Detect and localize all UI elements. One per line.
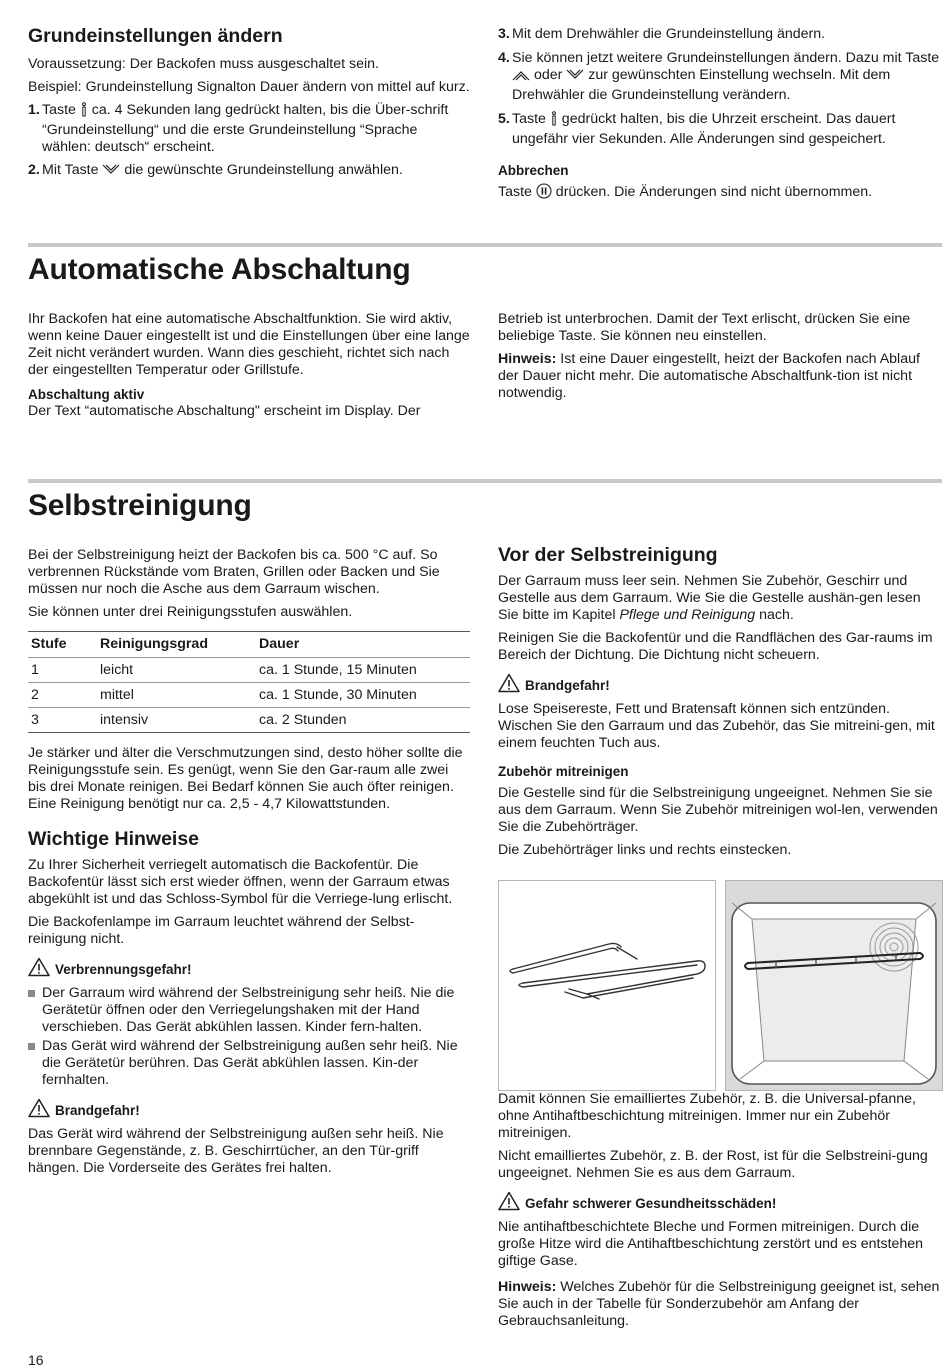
burn-bullet-list [28,985,470,1089]
auto-title: Automatische Abschaltung [28,253,411,286]
selbst-title: Selbstreinigung [28,489,252,522]
health-warning: Gefahr schwerer Gesundheitsschäden! [498,1191,942,1215]
before-title: Vor der Selbstreinigung [498,544,718,566]
auto-left-column [28,311,470,420]
grund-step-5: 5. Taste gedrückt halten, bis die Uhrzeit erscheint. Das dauert ungefähr vier Sekunden. Alle Änderungen sind gespeichert. [498,111,896,147]
burn-warning: Verbrennungsgefahr! [28,957,470,981]
auto-note: Hinweis: Ist eine Dauer eingestellt, heizt der Backofen nach Ablauf der Dauer nicht mehr. Die automatische Abschaltfunk-tion ist nicht notwendig. [498,351,920,401]
table-row [28,683,470,708]
warning-triangle-icon [498,1191,520,1215]
chevron-up-icon [512,68,530,87]
acc-p4: Nicht emailliertes Zubehör, z. B. der Rost, ist für die Selbstreini-gung ungeeignet. Nehmen Sie es aus dem Garraum. [498,1148,928,1181]
cancel-heading: Abbrechen [498,163,569,178]
auto-active-heading: Abschaltung aktiv [28,387,145,402]
grund-steps-right [498,26,942,148]
table-cell: leicht [97,658,256,683]
warning-triangle-icon [498,673,520,697]
bullet-square [28,990,35,997]
stop-key-icon [536,183,552,204]
acc-heading: Zubehör mitreinigen [498,764,629,779]
auto-continued: Betrieb ist unterbrochen. Damit der Text erlischt, drücken Sie eine beliebige Taste. Sie können neu einstellen. [498,311,911,344]
selbst-note: Hinweis: Welches Zubehör für die Selbstreinigung geeignet ist, sehen Sie auch in der Tabelle für Sonderzubehör am Anfang der Gebrauchsanleitung. [498,1279,940,1329]
before-p1: Der Garraum muss leer sein. Nehmen Sie Zubehör, Geschirr und Gestelle aus dem Garraum. Wie Sie die Gestelle aushän-gen lesen Sie bitte im Kapitel Pflege und Reinigung nach. [498,573,921,623]
selbst-intro: Bei der Selbstreinigung heizt der Backofen bis ca. 500 °C auf. So verbrennen Rückstände vom Braten, Grillen oder Backen und Sie müssen nur noch die Asche aus dem Garraum wischen. [28,547,440,597]
grund-prereq: Voraussetzung: Der Backofen muss ausgeschaltet sein. [28,56,379,72]
grund-right-column [498,26,942,204]
table-header: Dauer [256,632,470,658]
table-row [28,658,470,683]
hints-p1: Zu Ihrer Sicherheit verriegelt automatisch die Backofentür. Die Backofentür lässt sich erst wieder öffnen, wenn der Garraum etwas abgekühlt ist und das Schloss-Symbol für die Verriege-lung erlischt. [28,857,453,907]
auto-active-text: Der Text “automatische Abschaltung" erscheint im Display. Der [28,403,421,419]
table-cell: 3 [28,708,97,733]
bullet-square [28,1043,35,1050]
before-p2: Reinigen Sie die Backofentür und die Randflächen des Gar-raums im Bereich der Dichtung. Die Dichtung nicht scheuern. [498,630,933,663]
selbst-stages-intro: Sie können unter drei Reinigungsstufen auswählen. [28,604,353,620]
acc-p1: Die Gestelle sind für die Selbstreinigung ungeeignet. Nehmen Sie sie aus dem Garraum. Wenn Sie Zubehör mitreinigen wol-len, verwenden Sie die Zubehörträger. [498,785,938,835]
table-cell: ca. 2 Stunden [256,708,470,733]
list-item: Das Gerät wird während der Selbstreinigung außen sehr heiß. Nie die Gerätetür berühren. Das Gerät abkühlen lassen. Kin-der fernhalten. [28,1038,470,1089]
hints-p2: Die Backofenlampe im Garraum leuchtet während der Selbst-reinigung nicht. [28,914,415,947]
fire-warning: Brandgefahr! [28,1098,470,1122]
grund-step-2: 2. Mit Taste die gewünschte Grundeinstellung anwählen. [28,162,470,182]
hints-title: Wichtige Hinweise [28,828,200,850]
section-divider [28,479,942,483]
table-header: Stufe [28,632,97,658]
info-key-icon [550,111,558,131]
chevron-down-icon [102,163,120,182]
oven-interior-figure [725,880,943,1091]
cleaning-stages-table [28,631,470,733]
selbst-left-column [28,547,470,1177]
auto-right-column [498,311,942,402]
acc-p2: Die Zubehörträger links und rechts einstecken. [498,842,792,858]
grund-step-1: 1. Taste ca. 4 Sekunden lang gedrückt halten, bis die Über-schrift “Grundeinstellung“ und die erste Grundeinstellung “Sprache wählen: deutsch“ erscheint. [28,102,449,155]
cancel-text: Taste drücken. Die Änderungen sind nicht übernommen. [498,183,942,204]
table-row [28,708,470,733]
fire2-warning: Brandgefahr! [498,673,942,697]
health-text: Nie antihaftbeschichtete Bleche und Formen mitreinigen. Durch die große Hitze wird die Antihaftbeschichtung zerstört und es entstehen giftige Gase. [498,1219,924,1269]
warning-triangle-icon [28,1098,50,1122]
grund-steps-left [28,102,470,182]
chevron-down-icon [566,68,584,87]
table-cell: intensiv [97,708,256,733]
selbst-after-table: Je stärker und älter die Verschmutzungen sind, desto höher sollte die Reinigungsstufe sein. Es genügt, wenn Sie den Gar-raum alle zwei bis drei Monate reinigen. Bei Bedarf können Sie auch öfter reinigen. Eine Reinigung benötigt nur ca. 2,5 - 4,7 Kilowattstunden. [28,745,463,812]
list-item: Der Garraum wird während der Selbstreinigung sehr heiß. Nie die Gerätetür öffnen oder den Verriegelungshaken mit der Hand verschieben. Das Gerät abkühlen lassen. Kinder fern-halten. [28,985,470,1036]
table-cell: ca. 1 Stunde, 30 Minuten [256,683,470,708]
auto-intro: Ihr Backofen hat eine automatische Abschaltfunktion. Sie wird aktiv, wenn keine Dauer eingestellt ist und die Einstellungen über eine lange Zeit nicht verändert wurden. Wann dies geschieht, richtet sich nach der eingestellten Temperatur oder Grillstufe. [28,311,470,378]
accessory-rack-figure [498,880,716,1091]
table-header: Reinigungsgrad [97,632,256,658]
section-divider [28,243,942,247]
acc-p3: Damit können Sie emailliertes Zubehör, z. B. die Universal-pfanne, ohne Antihaftbeschichtung mitreinigen. Immer nur ein Zubehör mitreinigen. [498,1091,916,1141]
table-header-row [28,632,470,658]
fire-text: Das Gerät wird während der Selbstreinigung außen sehr heiß. Nie brennbare Gegenstände, z. B. Geschirrtücher, an den Tür-griff hängen. Die Vorderseite des Gerätes frei halten. [28,1126,444,1176]
table-cell: ca. 1 Stunde, 15 Minuten [256,658,470,683]
grund-step-4: 4. Sie können jetzt weitere Grundeinstellungen ändern. Dazu mit Taste oder zur gewünschten Einstellung wechseln. Mit dem Drehwähler die Grundeinstellung verändern. [498,50,940,103]
info-key-icon [80,102,88,122]
warning-triangle-icon [28,957,50,981]
selbst-right-column-top [498,543,942,859]
fire2-text: Lose Speisereste, Fett und Bratensaft können sich entzünden. Wischen Sie den Garraum und das Zubehör, das Sie mitreini-gen, mit einem feuchten Tuch aus. [498,701,935,751]
grund-title: Grundeinstellungen ändern [28,25,283,47]
grund-left-column [28,24,470,182]
grund-step-3: 3. Mit dem Drehwähler die Grundeinstellung ändern. [498,26,826,42]
page-number: 16 [28,1352,44,1368]
grund-example: Beispiel: Grundeinstellung Signalton Dauer ändern von mittel auf kurz. [28,79,470,95]
table-cell: mittel [97,683,256,708]
selbst-right-column-bottom [498,1091,942,1330]
table-cell: 1 [28,658,97,683]
table-cell: 2 [28,683,97,708]
